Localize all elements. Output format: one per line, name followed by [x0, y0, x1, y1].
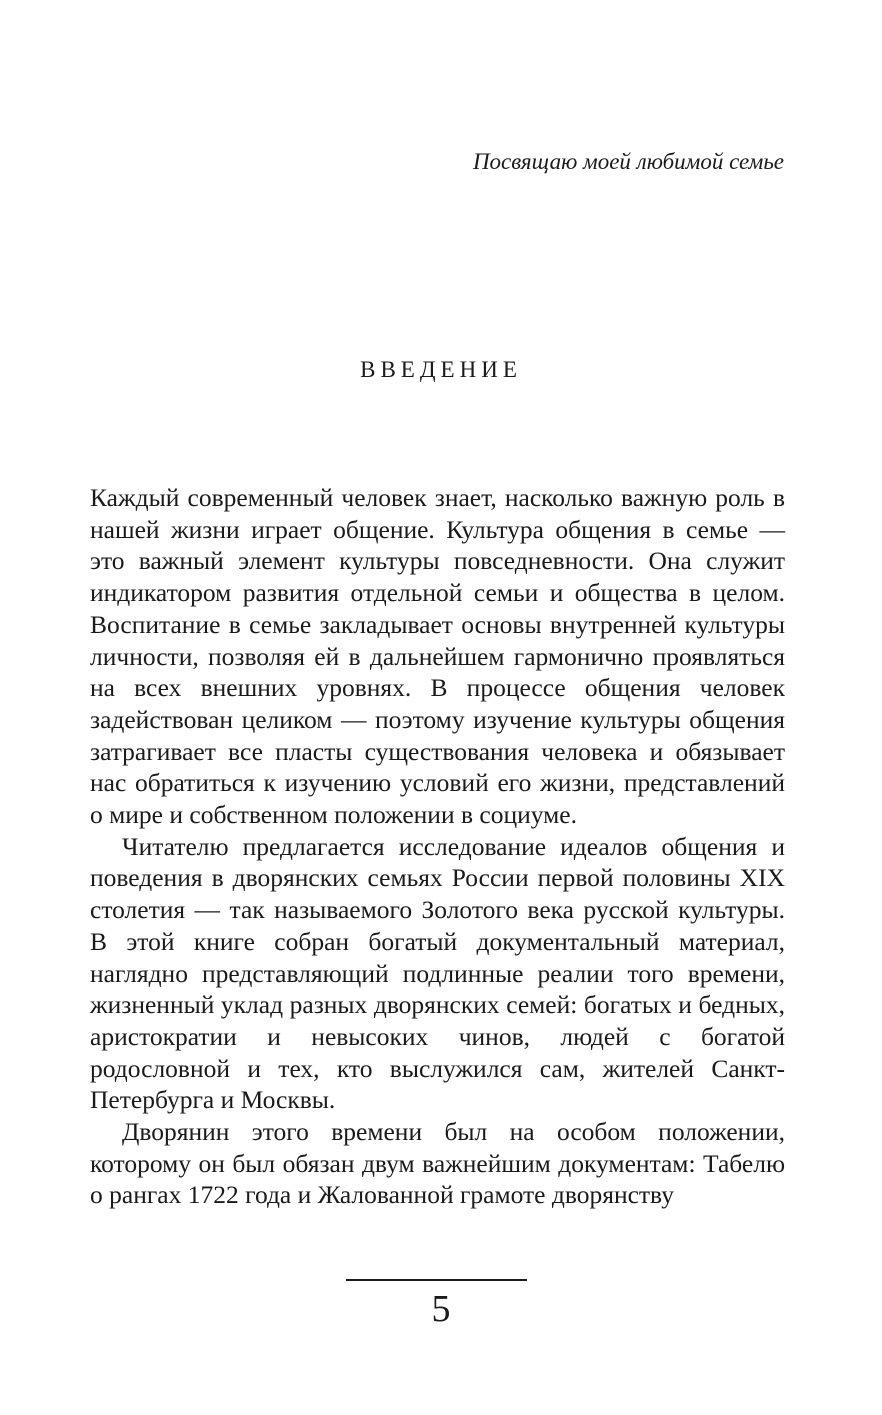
chapter-title: ВВЕДЕНИЕ — [360, 357, 522, 382]
page-number: 5 — [431, 1288, 451, 1330]
paragraph: Каждый современный человек знает, насколько важную роль в нашей жизни играет общение. Культура общения в семье — это важный элемент культуры повседневности. Она служит индикатором развития отдельной семьи и общества в целом. Воспитание в семье закладывает основы внутренней культуры личности, позволяя ей в дальнейшем гармонично проявляться на всех внешних уровнях. В процессе общения человек задействован целиком — поэтому изучение культуры общения затрагивает все пласты существования человека и обязывает нас обратиться к изучению условий его жизни, представлений о мире и собственном положении в социуме. — [90, 483, 785, 830]
paragraph: Дворянин этого времени был на особом положении, которому он был обязан двум важнейшим документам: Табелю о рангах 1722 года и Жалованной грамоте дворянству — [90, 1117, 785, 1210]
body-text — [90, 482, 785, 1211]
footer-rule — [346, 1279, 527, 1281]
dedication: Посвящаю моей любимой семье — [472, 149, 784, 174]
paragraph: Читателю предлагается исследование идеалов общения и поведения в дворянских семьях России первой половины XIX столетия — так называемого Золотого века русской культуры. В этой книге собран богатый документальный материал, наглядно представляющий подлинные реалии того времени, жизненный уклад разных дворянских семей: богатых и бедных, аристократии и невысоких чинов, людей с богатой родословной и тех, кто выслужился сам, жителей Санкт-Петербурга и Москвы. — [90, 831, 785, 1115]
